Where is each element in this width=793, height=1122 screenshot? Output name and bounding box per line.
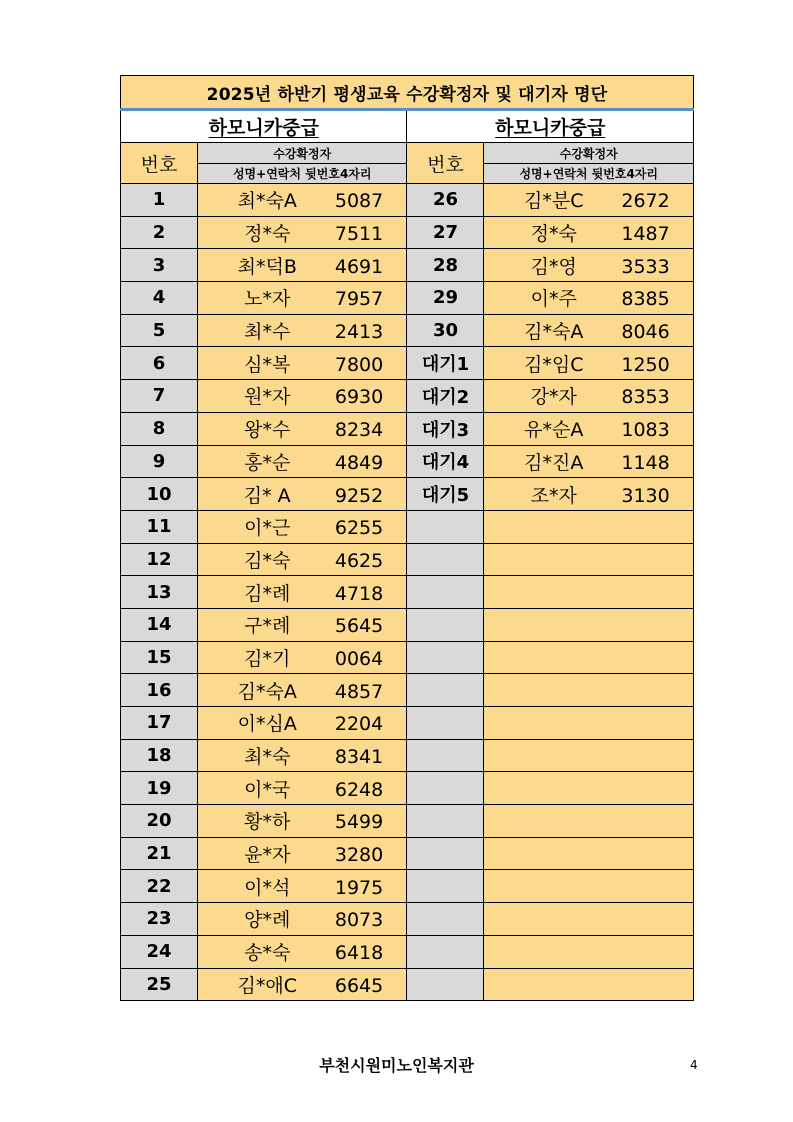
left-row-number: 22 — [121, 870, 198, 903]
phone-last4: 3533 — [621, 255, 670, 278]
left-row-entry — [198, 707, 407, 740]
table-row — [121, 903, 694, 936]
participant-name: 이*주 — [530, 288, 577, 311]
participant-name: 구*례 — [244, 615, 291, 638]
right-row-entry — [484, 772, 694, 805]
table-row — [121, 543, 694, 576]
left-row-number: 15 — [121, 641, 198, 674]
table-row — [121, 412, 694, 445]
left-row-number: 10 — [121, 478, 198, 511]
table-row — [121, 249, 694, 282]
right-row-entry — [484, 543, 694, 576]
left-row-entry — [198, 184, 407, 217]
table-row — [121, 772, 694, 805]
participant-name: 심*복 — [244, 353, 291, 376]
left-row-entry — [198, 412, 407, 445]
right-row-entry — [484, 380, 694, 413]
table-row — [121, 837, 694, 870]
phone-last4: 8341 — [334, 746, 384, 769]
right-row-number: 28 — [407, 249, 484, 282]
participant-name: 강*자 — [530, 386, 577, 409]
left-row-entry — [198, 543, 407, 576]
participant-name: 이*석 — [244, 876, 291, 899]
phone-last4: 7800 — [334, 353, 384, 376]
left-row-number: 20 — [121, 805, 198, 838]
left-row-entry — [198, 282, 407, 315]
phone-last4: 8385 — [621, 288, 670, 311]
right-number-header: 번호 — [407, 143, 484, 184]
participant-name: 원*자 — [244, 386, 291, 409]
right-row-number — [407, 870, 484, 903]
table-row — [121, 510, 694, 543]
left-row-number: 3 — [121, 249, 198, 282]
table-row — [121, 674, 694, 707]
left-row-number: 6 — [121, 347, 198, 380]
right-row-number — [407, 837, 484, 870]
left-row-number: 7 — [121, 380, 198, 413]
right-row-number — [407, 772, 484, 805]
organization-footer: 부천시원미노인복지관 — [319, 1056, 474, 1075]
participant-name: 김*임C — [523, 353, 584, 376]
right-row-entry — [484, 314, 694, 347]
participant-name: 김*애C — [237, 974, 297, 997]
phone-last4: 8046 — [621, 321, 670, 344]
left-row-entry — [198, 805, 407, 838]
participant-name: 김*진A — [524, 451, 584, 474]
left-row-entry — [198, 641, 407, 674]
phone-last4: 1975 — [334, 876, 384, 899]
table-row — [121, 968, 694, 1001]
table-row — [121, 478, 694, 511]
table-row — [121, 216, 694, 249]
phone-last4: 6645 — [334, 974, 384, 997]
left-row-entry — [198, 314, 407, 347]
table-row — [121, 805, 694, 838]
table-row — [121, 314, 694, 347]
left-row-entry — [198, 380, 407, 413]
participant-name: 조*자 — [530, 484, 577, 507]
phone-last4: 2413 — [334, 321, 384, 344]
phone-last4: 5645 — [334, 615, 384, 638]
right-row-entry — [484, 216, 694, 249]
participant-name: 왕*수 — [244, 419, 291, 442]
left-row-number: 24 — [121, 935, 198, 968]
right-row-number: 대기5 — [407, 478, 484, 511]
left-row-entry — [198, 249, 407, 282]
phone-last4: 5499 — [334, 811, 384, 834]
table-row — [121, 380, 694, 413]
left-row-entry — [198, 510, 407, 543]
left-info-header: 성명+연락처 뒷번호4자리 — [198, 164, 407, 184]
table-row — [121, 739, 694, 772]
right-row-number — [407, 903, 484, 936]
participant-name: 양*례 — [244, 909, 291, 932]
right-confirmed-header: 수강확정자 — [484, 143, 694, 164]
left-row-number: 8 — [121, 412, 198, 445]
right-row-number — [407, 576, 484, 609]
right-row-number: 29 — [407, 282, 484, 315]
left-row-entry — [198, 445, 407, 478]
left-row-number: 19 — [121, 772, 198, 805]
right-row-number — [407, 739, 484, 772]
document-title: 2025년 하반기 평생교육 수강확정자 및 대기자 명단 — [121, 76, 694, 110]
right-row-entry — [484, 608, 694, 641]
phone-last4: 4857 — [334, 680, 384, 703]
left-row-entry — [198, 674, 407, 707]
right-row-number — [407, 608, 484, 641]
participant-name: 정*숙 — [244, 223, 291, 246]
table-row — [121, 445, 694, 478]
phone-last4: 6418 — [334, 942, 384, 965]
left-row-number: 13 — [121, 576, 198, 609]
left-row-entry — [198, 903, 407, 936]
right-row-number: 대기3 — [407, 412, 484, 445]
table-row — [121, 707, 694, 740]
right-row-number — [407, 641, 484, 674]
participant-name: 김*례 — [244, 582, 291, 605]
participant-name: 황*하 — [244, 811, 291, 834]
right-row-number — [407, 543, 484, 576]
right-row-entry — [484, 184, 694, 217]
phone-last4: 4625 — [334, 549, 384, 572]
right-row-entry — [484, 445, 694, 478]
table-row — [121, 347, 694, 380]
left-row-number: 2 — [121, 216, 198, 249]
left-row-number: 5 — [121, 314, 198, 347]
phone-last4: 8353 — [621, 386, 670, 409]
left-row-number: 1 — [121, 184, 198, 217]
phone-last4: 4691 — [334, 255, 384, 278]
left-row-number: 16 — [121, 674, 198, 707]
right-row-number: 대기2 — [407, 380, 484, 413]
table-row — [121, 935, 694, 968]
table-row — [121, 870, 694, 903]
right-info-header: 성명+연락처 뒷번호4자리 — [484, 164, 694, 184]
participant-name: 최*수 — [244, 321, 291, 344]
participant-name: 김*숙A — [237, 680, 297, 703]
participant-name: 유*순A — [524, 419, 584, 442]
phone-last4: 4849 — [334, 451, 384, 474]
right-row-number: 대기4 — [407, 445, 484, 478]
table-row — [121, 282, 694, 315]
phone-last4: 7957 — [334, 288, 384, 311]
right-row-entry — [484, 674, 694, 707]
participant-name: 김*영 — [530, 255, 577, 278]
participant-name: 송*숙 — [244, 942, 291, 965]
participant-name: 김*숙A — [524, 321, 584, 344]
phone-last4: 3130 — [621, 484, 670, 507]
phone-last4: 9252 — [334, 484, 384, 507]
right-row-entry — [484, 707, 694, 740]
right-row-number: 대기1 — [407, 347, 484, 380]
participant-name: 노*자 — [244, 288, 291, 311]
right-row-number — [407, 510, 484, 543]
left-confirmed-header: 수강확정자 — [198, 143, 407, 164]
right-row-entry — [484, 412, 694, 445]
right-row-entry — [484, 739, 694, 772]
phone-last4: 1250 — [621, 353, 670, 376]
left-row-number: 14 — [121, 608, 198, 641]
phone-last4: 2672 — [621, 190, 670, 213]
participant-name: 최*숙A — [237, 190, 297, 213]
participant-name: 김*기 — [244, 647, 291, 670]
left-number-header: 번호 — [121, 143, 198, 184]
participant-name: 이*국 — [244, 778, 291, 801]
left-row-number: 21 — [121, 837, 198, 870]
table-row — [121, 184, 694, 217]
right-row-entry — [484, 510, 694, 543]
table-row — [121, 576, 694, 609]
right-row-number — [407, 805, 484, 838]
table-row — [121, 608, 694, 641]
right-row-number — [407, 968, 484, 1001]
left-row-entry — [198, 608, 407, 641]
participant-name: 최*숙 — [244, 746, 291, 769]
right-row-number: 30 — [407, 314, 484, 347]
left-row-number: 4 — [121, 282, 198, 315]
right-row-entry — [484, 478, 694, 511]
right-row-entry — [484, 968, 694, 1001]
left-row-entry — [198, 576, 407, 609]
phone-last4: 6248 — [334, 778, 384, 801]
phone-last4: 7511 — [334, 223, 384, 246]
phone-last4: 8073 — [334, 909, 384, 932]
right-row-entry — [484, 249, 694, 282]
right-row-number — [407, 935, 484, 968]
table-row — [121, 641, 694, 674]
roster-table — [120, 75, 694, 1001]
left-row-entry — [198, 968, 407, 1001]
left-row-entry — [198, 837, 407, 870]
left-class-name: 하모니카중급 — [121, 110, 407, 143]
phone-last4: 6255 — [334, 517, 384, 540]
participant-name: 정*숙 — [530, 223, 577, 246]
participant-name: 홍*순 — [244, 451, 291, 474]
phone-last4: 8234 — [334, 419, 384, 442]
participant-name: 김* A — [243, 484, 291, 507]
right-row-entry — [484, 837, 694, 870]
right-row-entry — [484, 576, 694, 609]
right-row-entry — [484, 805, 694, 838]
phone-last4: 2204 — [334, 713, 384, 736]
right-row-number — [407, 707, 484, 740]
participant-name: 이*심A — [237, 713, 297, 736]
right-row-number — [407, 674, 484, 707]
right-row-entry — [484, 347, 694, 380]
left-row-number: 11 — [121, 510, 198, 543]
phone-last4: 1083 — [621, 419, 670, 442]
phone-last4: 4718 — [334, 582, 384, 605]
phone-last4: 6930 — [334, 386, 384, 409]
left-row-entry — [198, 347, 407, 380]
right-row-entry — [484, 641, 694, 674]
participant-name: 김*숙 — [244, 549, 291, 572]
participant-name: 윤*자 — [244, 844, 291, 867]
phone-last4: 1148 — [621, 451, 670, 474]
phone-last4: 5087 — [334, 190, 384, 213]
right-row-entry — [484, 282, 694, 315]
participant-name: 이*근 — [244, 517, 291, 540]
left-row-entry — [198, 739, 407, 772]
right-row-entry — [484, 935, 694, 968]
left-row-number: 18 — [121, 739, 198, 772]
participant-name: 최*덕B — [237, 255, 297, 278]
left-row-number: 9 — [121, 445, 198, 478]
left-row-entry — [198, 478, 407, 511]
phone-last4: 1487 — [621, 223, 670, 246]
right-row-entry — [484, 870, 694, 903]
phone-last4: 3280 — [334, 844, 384, 867]
left-row-number: 17 — [121, 707, 198, 740]
left-row-number: 23 — [121, 903, 198, 936]
left-row-entry — [198, 935, 407, 968]
right-row-number: 27 — [407, 216, 484, 249]
left-row-number: 25 — [121, 968, 198, 1001]
participant-name: 김*분C — [523, 190, 584, 213]
left-row-number: 12 — [121, 543, 198, 576]
page-number: 4 — [690, 1058, 698, 1072]
left-row-entry — [198, 216, 407, 249]
right-row-number: 26 — [407, 184, 484, 217]
right-row-entry — [484, 903, 694, 936]
phone-last4: 0064 — [334, 647, 384, 670]
right-class-name: 하모니카중급 — [407, 110, 694, 143]
left-row-entry — [198, 870, 407, 903]
left-row-entry — [198, 772, 407, 805]
